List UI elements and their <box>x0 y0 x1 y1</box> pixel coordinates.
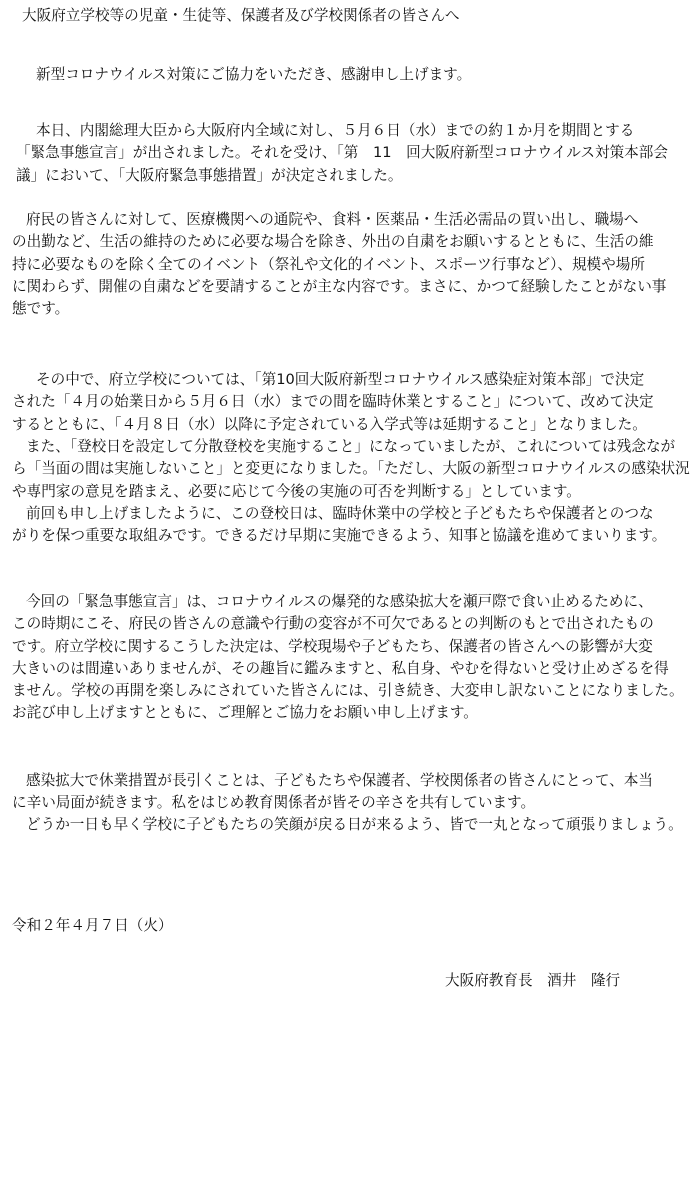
paragraph-line: その中で、府立学校については、「第10回大阪府新型コロナウイルス感染症対策本部」で決定 <box>36 371 645 388</box>
paragraph-1 <box>0 120 698 187</box>
paragraph-line: 本日、内閣総理大臣から大阪府内全域に対し、５月６日（水）までの約１か月を期間とする <box>36 122 635 139</box>
paragraph-3 <box>0 369 698 436</box>
paragraph-line: や専門家の意見を踏まえ、必要に応じて今後の実施の可否を判断する」としています。 <box>12 482 581 500</box>
paragraph-line: に関わらず、開催の自粛などを要請することが主な内容です。まさに、かつて経験したことがない事 <box>12 277 667 295</box>
paragraph-4 <box>0 436 698 503</box>
paragraph-line: 府民の皆さんに対して、医療機関への通院や、食料・医薬品・生活必需品の買い出し、職場へ <box>26 211 639 228</box>
paragraph-line: ら「当面の間は実施しないこと」と変更になりました。「ただし、大阪の新型コロナウイルスの感染状況 <box>12 460 690 478</box>
paragraph-line: 今回の「緊急事態宣言」は、コロナウイルスの爆発的な感染拡大を瀬戸際で食い止めるために、 <box>26 593 653 610</box>
paragraph-line: された「４月の始業日から５月６日（水）までの間を臨時休業とすること」について、改めて決定 <box>12 393 654 411</box>
paragraph-2 <box>0 209 698 320</box>
paragraph-line: 前回も申し上げましたように、この登校日は、臨時休業中の学校と子どもたちや保護者とのつな <box>26 505 654 522</box>
paragraph-line: また、「登校日を設定して分散登校を実施すること」になっていましたが、これについては残念なが <box>26 438 676 455</box>
letter-date: 令和２年４月７日（火） <box>12 917 173 934</box>
paragraph-line: お詫び申し上げますとともに、ご理解とご協力をお願い申し上げます。 <box>12 704 478 722</box>
paragraph-line: の出勤など、生活の維持のために必要な場合を除き、外出の自粛をお願いするとともに、生活の維 <box>12 233 654 251</box>
paragraph-8 <box>0 814 698 836</box>
paragraph-line: どうか一日も早く学校に子どもたちの笑顔が戻る日が来るよう、皆で一丸となって頑張りましょう。 <box>26 816 683 833</box>
paragraph-line: 感染拡大で休業措置が長引くことは、子どもたちや保護者、学校関係者の皆さんにとって、本当 <box>26 772 653 789</box>
paragraph-line: 「緊急事態宣言」が出されました。それを受け、「第 11 回大阪府新型コロナウイルス対策本部会 <box>16 144 668 162</box>
paragraph-line: 大きいのは間違いありませんが、その趣旨に鑑みますと、私自身、やむを得ないと受け止めざるを得 <box>12 659 669 677</box>
paragraph-line: です。府立学校に関するこうした決定は、学校現場や子どもたち、保護者の皆さんへの影響が大変 <box>12 637 653 655</box>
paragraph-5 <box>0 503 698 548</box>
paragraph-6 <box>0 591 698 725</box>
paragraph-line: この時期にこそ、府民の皆さんの意識や行動の変容が不可欠であるとの判断のもとで出されたもの <box>12 615 654 633</box>
paragraph-line: 持に必要なものを除く全てのイベント（祭礼や文化的イベント、スポーツ行事など）、規模や場所 <box>12 255 645 273</box>
paragraph-line: 態です。 <box>12 300 70 318</box>
intro-line: 新型コロナウイルス対策にご協力をいただき、感謝申し上げます。 <box>36 66 472 83</box>
paragraph-line: がりを保つ重要な取組みです。できるだけ早期に実施できるよう、知事と協議を進めてまいります。 <box>12 527 667 545</box>
paragraph-line: ません。学校の再開を楽しみにされていた皆さんには、引き続き、大変申し訳ないことになりました。 <box>12 682 684 700</box>
paragraph-line: するとともに、「４月８日（水）以降に予定されている入学式等は延期すること」となりました。 <box>12 415 647 433</box>
letter-heading: 大阪府立学校等の児童・生徒等、保護者及び学校関係者の皆さんへ <box>22 7 460 24</box>
paragraph-7 <box>0 770 698 815</box>
paragraph-line: に辛い局面が続きます。私をはじめ教育関係者が皆その辛さを共有しています。 <box>12 794 536 812</box>
letter-signature: 大阪府教育長 酒井 隆行 <box>445 972 621 989</box>
paragraph-line: 議」において、「大阪府緊急事態措置」が決定されました。 <box>16 166 403 184</box>
